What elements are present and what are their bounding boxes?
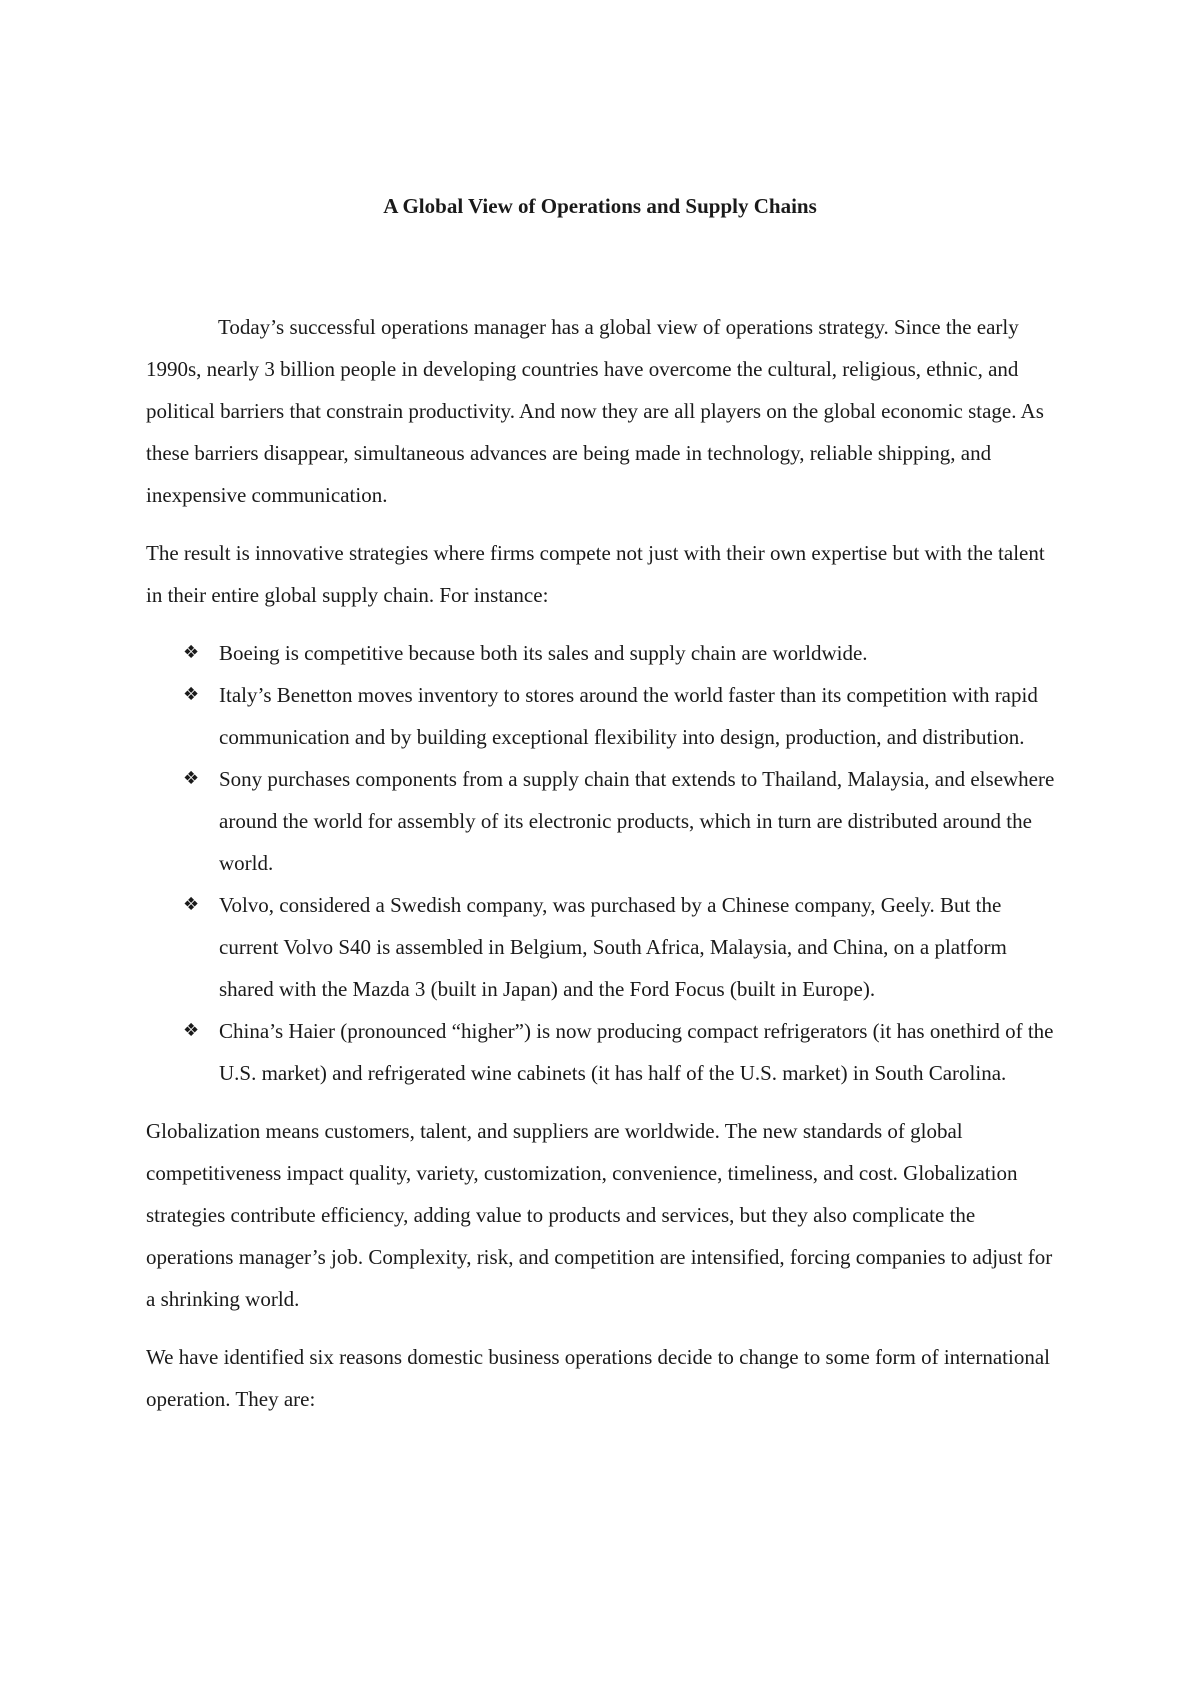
list-item-text: Sony purchases components from a supply chain that extends to Thailand, Malaysia, and elsewhere around the world for assembly of its electronic products, which in turn are distributed around the world.: [219, 767, 1055, 875]
diamond-bullet-icon: ❖: [183, 894, 200, 915]
example-list: [146, 632, 1064, 1094]
list-item: [146, 674, 1064, 758]
paragraph-globalization: Globalization means customers, talent, and suppliers are worldwide. The new standards of global competitiveness impact quality, variety, customization, convenience, timeliness, and cost. Globalization strategies contribute efficiency, adding value to products and services, but they also complicate the operations manager’s job. Complexity, risk, and competition are intensified, forcing companies to adjust for a shrinking world.: [146, 1119, 1053, 1311]
list-item-text: Volvo, considered a Swedish company, was purchased by a Chinese company, Geely. But the current Volvo S40 is assembled in Belgium, South Africa, Malaysia, and China, on a platform shared with the Mazda 3 (built in Japan) and the Ford Focus (built in Europe).: [219, 893, 1007, 1001]
paragraph-intro: Today’s successful operations manager has a global view of operations strategy. Since the early 1990s, nearly 3 billion people in developing countries have overcome the cultural, religious, ethnic, and political barriers that constrain productivity. And now they are all players on the global economic stage. As these barriers disappear, simultaneous advances are being made in technology, reliable shipping, and inexpensive communication.: [146, 315, 1044, 507]
list-item-text: Italy’s Benetton moves inventory to stores around the world faster than its competition with rapid communication and by building exceptional flexibility into design, production, and distribution.: [219, 683, 1038, 749]
document-title: A Global View of Operations and Supply Chains: [383, 194, 817, 218]
diamond-bullet-icon: ❖: [183, 684, 200, 705]
list-item: [146, 1010, 1064, 1094]
paragraph-reasons: We have identified six reasons domestic business operations decide to change to some form of international operation. They are:: [146, 1345, 1050, 1411]
list-item: [146, 884, 1064, 1010]
paragraph-result: The result is innovative strategies where firms compete not just with their own expertise but with the talent in their entire global supply chain. For instance:: [146, 541, 1045, 607]
list-item: [146, 758, 1064, 884]
diamond-bullet-icon: ❖: [183, 642, 200, 663]
list-item-text: China’s Haier (pronounced “higher”) is now producing compact refrigerators (it has onethird of the U.S. market) and refrigerated wine cabinets (it has half of the U.S. market) in South Carolina.: [219, 1019, 1054, 1085]
list-item: [146, 632, 1064, 674]
diamond-bullet-icon: ❖: [183, 768, 200, 789]
document-body: [146, 306, 1064, 1436]
list-item-text: Boeing is competitive because both its sales and supply chain are worldwide.: [219, 641, 868, 665]
diamond-bullet-icon: ❖: [183, 1020, 200, 1041]
